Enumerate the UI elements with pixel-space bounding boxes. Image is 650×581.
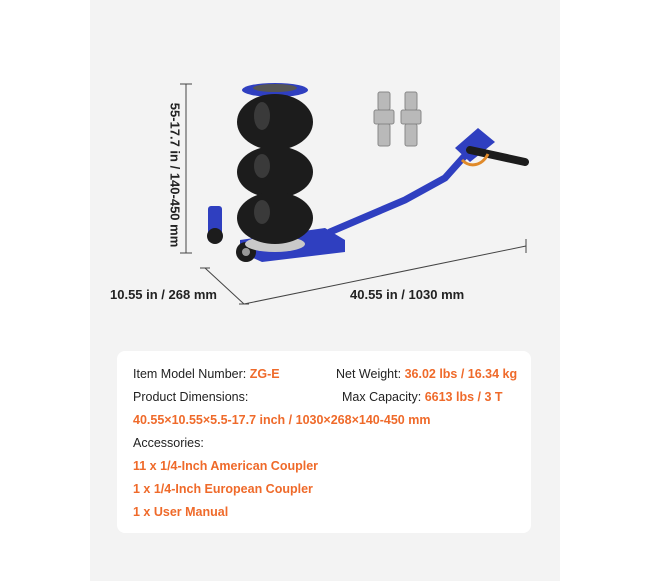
air-bellows [237, 83, 313, 244]
spec-card [117, 351, 531, 533]
accessory-item: 11 x 1/4-Inch American Coupler [133, 459, 319, 473]
model-value: ZG-E [249, 367, 280, 381]
weight-value: 36.02 lbs / 16.34 kg [404, 367, 518, 381]
accessory-item: 1 x 1/4-Inch European Coupler [133, 482, 313, 496]
weight-row [336, 367, 517, 381]
product-dimensions-value: 40.55×10.55×5.5-17.7 inch / 1030×268×140-450 mm [133, 413, 431, 427]
height-dimension-label: 55-17.7 in / 140-450 mm [167, 102, 183, 248]
width-dimension-label: 10.55 in / 268 mm [110, 287, 217, 302]
model-label: Item Model Number: [133, 367, 247, 381]
length-dimension-label: 40.55 in / 1030 mm [350, 287, 465, 302]
model-row [133, 367, 280, 381]
product-dimensions-label: Product Dimensions: [133, 390, 249, 404]
jack-handle [330, 128, 525, 232]
dimension-lines [180, 84, 526, 304]
coupler-fittings [374, 92, 421, 146]
capacity-value: 6613 lbs / 3 T [424, 390, 503, 404]
accessory-item: 1 x User Manual [133, 505, 229, 519]
weight-label: Net Weight: [336, 367, 402, 381]
accessories-label: Accessories: [133, 436, 204, 450]
capacity-row [342, 390, 503, 404]
capacity-label: Max Capacity: [342, 390, 422, 404]
